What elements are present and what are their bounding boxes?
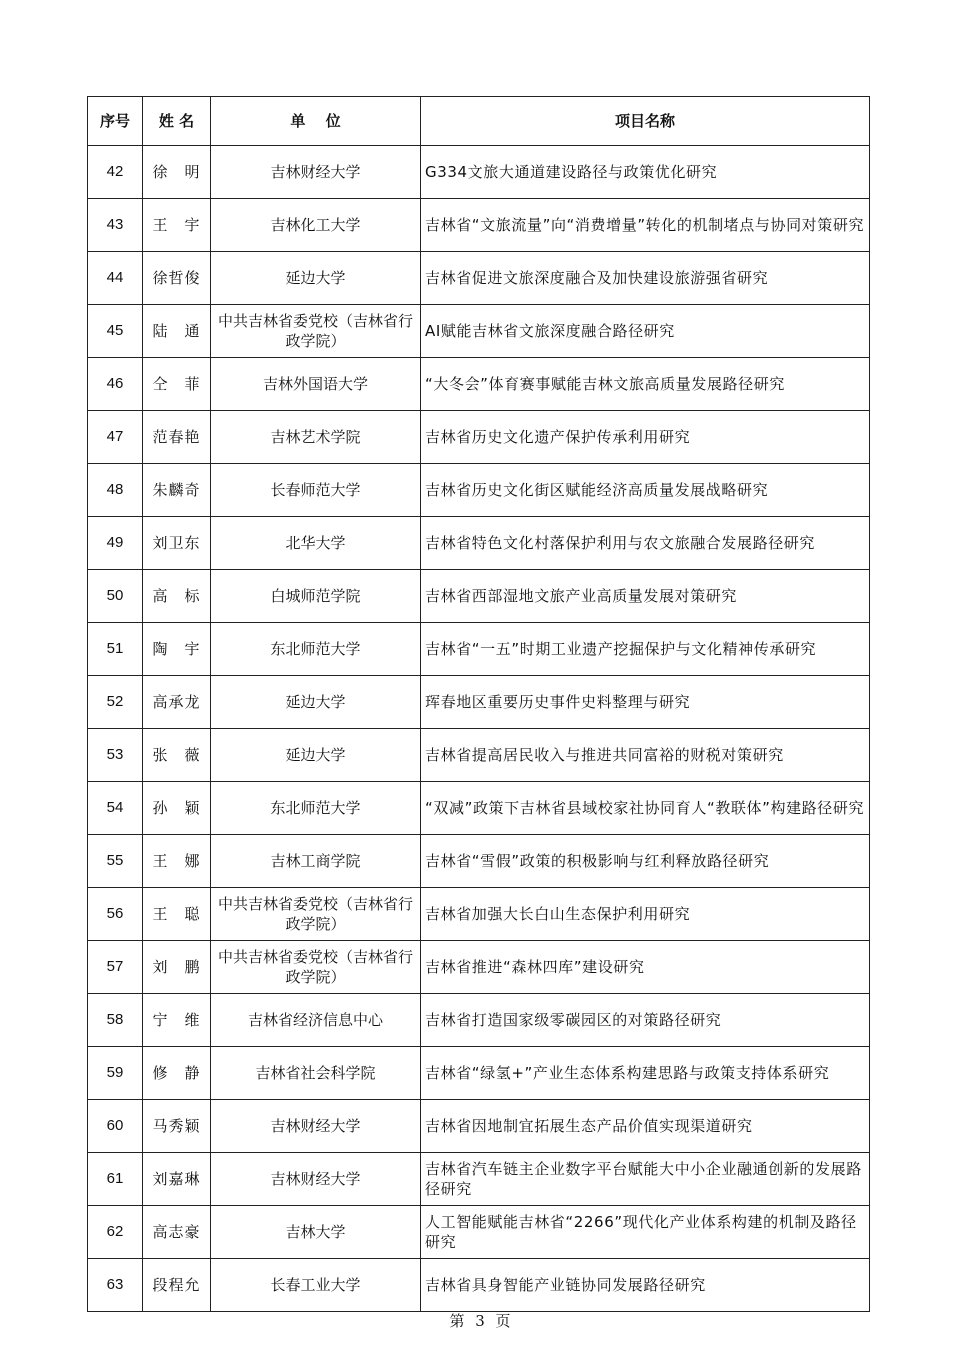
cell-unit: 吉林化工大学 [211,199,421,252]
table-row [88,146,870,199]
cell-unit: 东北师范大学 [211,782,421,835]
cell-project: 吉林省具身智能产业链协同发展路径研究 [421,1259,870,1312]
cell-name: 孙 颖 [143,782,211,835]
cell-unit: 吉林财经大学 [211,146,421,199]
table-body [88,146,870,1312]
cell-number: 59 [88,1047,143,1100]
cell-number: 56 [88,888,143,941]
cell-project: “双减”政策下吉林省县域校家社协同育人“教联体”构建路径研究 [421,782,870,835]
cell-project: 吉林省促进文旅深度融合及加快建设旅游强省研究 [421,252,870,305]
cell-project: 吉林省特色文化村落保护利用与农文旅融合发展路径研究 [421,517,870,570]
table-header [88,97,870,146]
cell-number: 62 [88,1206,143,1259]
cell-name: 张 薇 [143,729,211,782]
cell-project: G334文旅大通道建设路径与政策优化研究 [421,146,870,199]
cell-number: 44 [88,252,143,305]
table-row [88,252,870,305]
cell-unit: 长春工业大学 [211,1259,421,1312]
cell-name: 段程允 [143,1259,211,1312]
cell-number: 46 [88,358,143,411]
cell-name: 仝 菲 [143,358,211,411]
cell-name: 宁 维 [143,994,211,1047]
cell-project: 吉林省推进“森林四库”建设研究 [421,941,870,994]
table-row [88,994,870,1047]
cell-project: 吉林省“绿氢+”产业生态体系构建思路与政策支持体系研究 [421,1047,870,1100]
cell-number: 61 [88,1153,143,1206]
cell-unit: 延边大学 [211,729,421,782]
cell-name: 刘卫东 [143,517,211,570]
cell-name: 王 聪 [143,888,211,941]
cell-name: 范春艳 [143,411,211,464]
cell-name: 陶 宇 [143,623,211,676]
cell-project: 吉林省提高居民收入与推进共同富裕的财税对策研究 [421,729,870,782]
cell-unit: 吉林工商学院 [211,835,421,888]
table-row [88,358,870,411]
cell-project: 吉林省加强大长白山生态保护利用研究 [421,888,870,941]
table-row [88,888,870,941]
table-row [88,729,870,782]
cell-name: 高志豪 [143,1206,211,1259]
cell-name: 朱麟奇 [143,464,211,517]
cell-unit: 吉林财经大学 [211,1153,421,1206]
page-number: 第 3 页 [449,1312,511,1330]
cell-unit: 长春师范大学 [211,464,421,517]
cell-name: 徐哲俊 [143,252,211,305]
cell-project: 吉林省汽车链主企业数字平台赋能大中小企业融通创新的发展路径研究 [421,1153,870,1206]
cell-unit: 延边大学 [211,676,421,729]
cell-name: 刘 鹏 [143,941,211,994]
cell-unit: 吉林省社会科学院 [211,1047,421,1100]
cell-project: 吉林省“一五”时期工业遗产挖掘保护与文化精神传承研究 [421,623,870,676]
table-row [88,835,870,888]
cell-unit: 中共吉林省委党校（吉林省行政学院） [211,888,421,941]
cell-project: 吉林省历史文化遗产保护传承利用研究 [421,411,870,464]
cell-unit: 吉林艺术学院 [211,411,421,464]
cell-unit: 中共吉林省委党校（吉林省行政学院） [211,941,421,994]
header-project: 项目名称 [421,97,870,146]
cell-project: 吉林省“文旅流量”向“消费增量”转化的机制堵点与协同对策研究 [421,199,870,252]
cell-unit: 北华大学 [211,517,421,570]
table-row [88,517,870,570]
cell-project: 吉林省历史文化街区赋能经济高质量发展战略研究 [421,464,870,517]
cell-name: 陆 通 [143,305,211,358]
table-row [88,305,870,358]
cell-unit: 中共吉林省委党校（吉林省行政学院） [211,305,421,358]
cell-number: 55 [88,835,143,888]
cell-unit: 吉林外国语大学 [211,358,421,411]
cell-name: 王 宇 [143,199,211,252]
cell-name: 徐 明 [143,146,211,199]
cell-unit: 白城师范学院 [211,570,421,623]
cell-unit: 吉林省经济信息中心 [211,994,421,1047]
cell-name: 高承龙 [143,676,211,729]
cell-number: 51 [88,623,143,676]
table-row [88,1100,870,1153]
table-row [88,464,870,517]
table-row [88,1206,870,1259]
table-row [88,782,870,835]
cell-project: 珲春地区重要历史事件史料整理与研究 [421,676,870,729]
cell-number: 45 [88,305,143,358]
header-no: 序号 [88,97,143,146]
cell-number: 60 [88,1100,143,1153]
cell-number: 47 [88,411,143,464]
header-unit: 单 位 [211,97,421,146]
cell-name: 修 静 [143,1047,211,1100]
cell-number: 42 [88,146,143,199]
cell-unit: 吉林财经大学 [211,1100,421,1153]
cell-project: “大冬会”体育赛事赋能吉林文旅高质量发展路径研究 [421,358,870,411]
cell-name: 刘嘉琳 [143,1153,211,1206]
table-row [88,941,870,994]
cell-name: 高 标 [143,570,211,623]
table-row [88,676,870,729]
header-row [88,97,870,146]
cell-project: 吉林省因地制宜拓展生态产品价值实现渠道研究 [421,1100,870,1153]
cell-number: 52 [88,676,143,729]
cell-project: 吉林省“雪假”政策的积极影响与红利释放路径研究 [421,835,870,888]
cell-number: 53 [88,729,143,782]
table-row [88,623,870,676]
table-row [88,570,870,623]
cell-number: 50 [88,570,143,623]
cell-number: 54 [88,782,143,835]
cell-number: 57 [88,941,143,994]
cell-name: 马秀颖 [143,1100,211,1153]
cell-project: 人工智能赋能吉林省“2266”现代化产业体系构建的机制及路径研究 [421,1206,870,1259]
cell-project: 吉林省西部湿地文旅产业高质量发展对策研究 [421,570,870,623]
cell-project: AI赋能吉林省文旅深度融合路径研究 [421,305,870,358]
cell-number: 49 [88,517,143,570]
cell-unit: 东北师范大学 [211,623,421,676]
cell-unit: 延边大学 [211,252,421,305]
table-row [88,1259,870,1312]
cell-name: 王 娜 [143,835,211,888]
cell-unit: 吉林大学 [211,1206,421,1259]
table-row [88,1153,870,1206]
table-row [88,411,870,464]
header-name: 姓 名 [143,97,211,146]
cell-number: 58 [88,994,143,1047]
cell-number: 63 [88,1259,143,1312]
cell-number: 43 [88,199,143,252]
table-row [88,1047,870,1100]
project-list-table [87,96,870,1312]
table-row [88,199,870,252]
cell-project: 吉林省打造国家级零碳园区的对策路径研究 [421,994,870,1047]
cell-number: 48 [88,464,143,517]
